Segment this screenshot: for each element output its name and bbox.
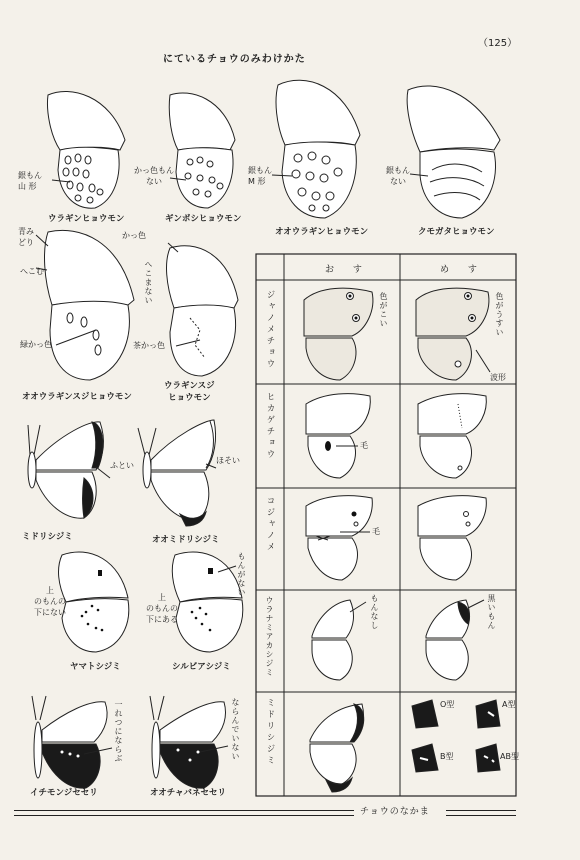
midori-female-type-ab: AB型 [500,752,519,761]
kojanome-male-note: 毛 [372,527,380,536]
table-header-female: め す [440,265,485,275]
note-oouragin-hyomon: 銀もん M 形 [248,166,272,186]
uranami-female-note: 黒いもん [487,594,496,630]
page-title: にているチョウのみわけかた [163,54,306,65]
caption-silvia-shijimi: シルビアシジミ [172,662,231,672]
note-oouraginsuji-color: 青み どり [18,227,34,247]
note-ichimonji-seseri: 一れつにならぶ [114,700,123,763]
midori-female-type-o: O型 [440,700,455,709]
table-species-janome: ジャノメチョウ [265,290,275,371]
caption-midori-shijimi: ミドリシジミ [22,532,73,542]
note-uraginsuji-brown: 茶かっ色 [133,341,165,350]
janome-female-note-light: 色がうすい [495,292,504,337]
note-midori-shijimi: ふとい [110,461,134,470]
note-kumogata-hyomon: 銀もん ない [386,166,410,186]
footer-rule-left [14,810,354,816]
caption-ichimonji-seseri: イチモンジセセリ [30,788,98,798]
note-yamato-shijimi: 上 のもんの 下にない [34,586,66,617]
hikage-male-note: 毛 [360,441,368,450]
table-species-hikage: ヒカゲチョウ [265,392,275,461]
table-species-midori-shijimi: ミドリシジミ [265,698,275,767]
caption-ginboshi-hyomon: ギンボシヒョウモン [165,214,242,224]
caption-oomidori-shijimi: オオミドリシジミ [152,535,220,545]
caption-uragin-hyomon: ウラギンヒョウモン [48,214,125,224]
note-oouraginsuji-dent: へこむ [20,267,44,276]
note-oouraginsuji-brown: 緑かっ色 [20,340,52,349]
midori-female-type-b: B型 [440,752,454,761]
footer-rule-right [446,810,516,816]
caption-kumogata-hyomon: クモガタヒョウモン [418,227,495,237]
caption-oochabane-seseri: オオチャバネセセリ [150,788,226,798]
note-uraginsuji-nodent: へこまない [144,260,153,305]
janome-female-note-wave: 波形 [490,373,506,382]
note-uraginsuji-color: かっ色 [122,231,146,240]
page-number: （125） [478,38,518,49]
note-oomidori-shijimi: ほそい [216,456,240,465]
note-silvia-nomark: もんがない [237,552,246,597]
janome-male-note: 色がこい [379,292,388,328]
note-oochabane-seseri: ならんでいない [231,698,240,761]
table-species-uranami-akashijimi: ウラナミアカシジミ [265,596,274,677]
footer-section-title: チョウのなかま [360,807,430,817]
table-species-kojanome: コジャノメ [265,496,275,554]
note-ginboshi-hyomon: かっ色もん ない [134,166,174,186]
caption-uraginsuji-hyomon: ウラギンスジ ヒョウモン [164,381,215,403]
midori-female-type-a: A型 [502,700,516,709]
note-silvia-below: 上 のもんの 下にある [146,593,178,624]
note-uragin-hyomon: 銀もん 山 形 [18,171,42,191]
table-header-male: お す [325,265,370,275]
uranami-male-note: もんなし [370,594,379,630]
caption-oouragin-hyomon: オオウラギンヒョウモン [275,227,369,237]
caption-oouraginsuji-hyomon: オオウラギンスジヒョウモン [22,392,132,402]
caption-yamato-shijimi: ヤマトシジミ [70,662,121,672]
